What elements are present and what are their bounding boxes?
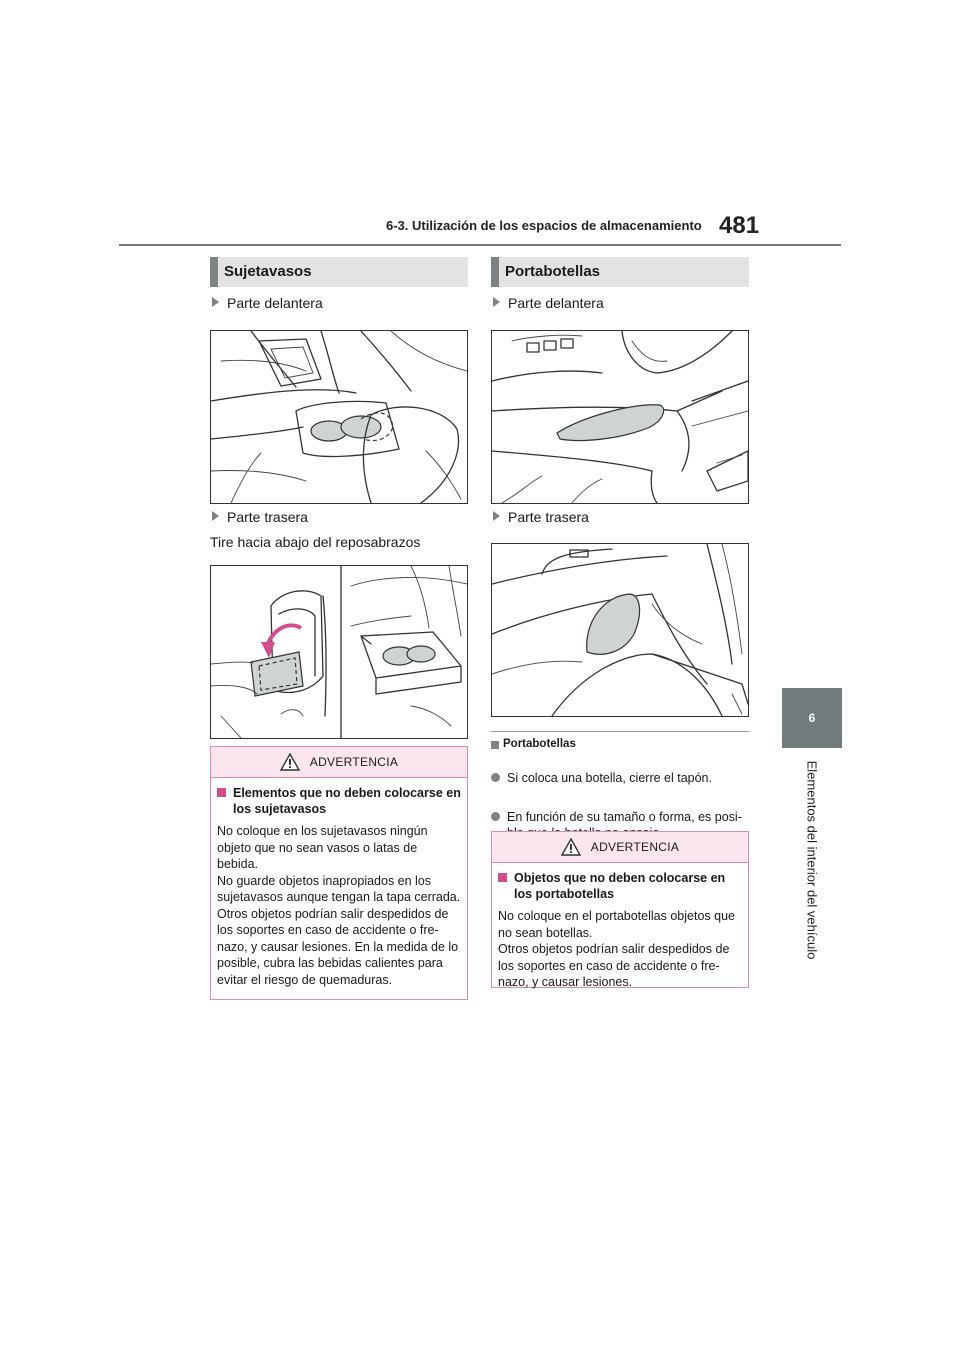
figure-front-bottle-holder <box>491 330 749 504</box>
page-number: 481 <box>719 212 760 239</box>
section-header-title: 6-3. Utilización de los espacios de almacenamiento <box>386 218 702 233</box>
warning-body-text: No coloque en los sujetavasos ningún objeto que no sean vasos o latas de bebida. No guarde objetos inapropiados en los sujetavasos aunque tengan la tapa cerrada. Otros objetos podrían salir despedidos de los soportes en caso de accidente o fre-nazo, y causar lesiones. En la medida de lo posible, cubra las bebidas calientes para evitar el riesgo de quemaduras. <box>217 824 461 987</box>
warning-triangle-icon <box>280 753 300 771</box>
heading-sujetavasos: Sujetavasos <box>210 257 468 287</box>
square-bullet-icon <box>217 788 226 797</box>
warning-triangle-icon <box>561 838 581 856</box>
label-front-bottle-holder: Parte delantera <box>493 295 604 311</box>
rear-bottle-holder-illustration <box>492 544 748 716</box>
round-bullet-icon <box>491 773 500 782</box>
warning-body-text: No coloque en el portabotellas objetos que no sean botellas. Otros objetos podrían salir despedidos de los soportes en caso de accidente o fre-nazo, y causar lesiones. <box>498 909 735 989</box>
section-divider <box>491 731 749 732</box>
warning-header <box>211 747 467 778</box>
warning-header <box>492 832 748 863</box>
chapter-tab: 6 <box>782 688 842 748</box>
label-front-cupholder: Parte delantera <box>212 295 323 311</box>
warning-box-bottle-holders <box>491 831 749 988</box>
warning-subtitle: Elementos que no deben colocarse en los sujetavasos <box>217 785 461 817</box>
triangle-bullet-icon <box>212 297 219 307</box>
triangle-bullet-icon <box>212 511 219 521</box>
triangle-bullet-icon <box>493 297 500 307</box>
figure-rear-cupholder <box>210 565 468 739</box>
warning-subtitle: Objetos que no deben colocarse en los portabotellas <box>498 870 742 902</box>
warning-title: ADVERTENCIA <box>590 840 680 854</box>
round-bullet-icon <box>491 812 500 821</box>
rear-instruction: Tire hacia abajo del reposabrazos <box>210 534 421 550</box>
rear-cupholder-illustration <box>211 566 467 738</box>
square-bullet-icon <box>491 741 499 749</box>
note-item: En función de su tamaño o forma, es posi- <box>491 809 765 841</box>
note-heading: Portabotellas <box>491 738 960 750</box>
label-rear-bottle-holder: Parte trasera <box>493 509 589 525</box>
figure-front-cupholder <box>210 330 468 504</box>
figure-rear-bottle-holder <box>491 543 749 717</box>
warning-box-cupholders <box>210 746 468 1000</box>
warning-title: ADVERTENCIA <box>309 755 399 769</box>
header-rule <box>119 244 841 246</box>
label-rear-cupholder: Parte trasera <box>212 509 308 525</box>
chapter-label: Elementos del interior del vehículo <box>804 760 820 960</box>
note-item: Si coloca una botella, cierre el tapón. <box>491 770 765 786</box>
square-bullet-icon <box>498 873 507 882</box>
heading-portabotellas: Portabotellas <box>491 257 749 287</box>
front-bottle-holder-illustration <box>492 331 748 503</box>
front-cupholder-illustration <box>211 331 467 503</box>
triangle-bullet-icon <box>493 511 500 521</box>
